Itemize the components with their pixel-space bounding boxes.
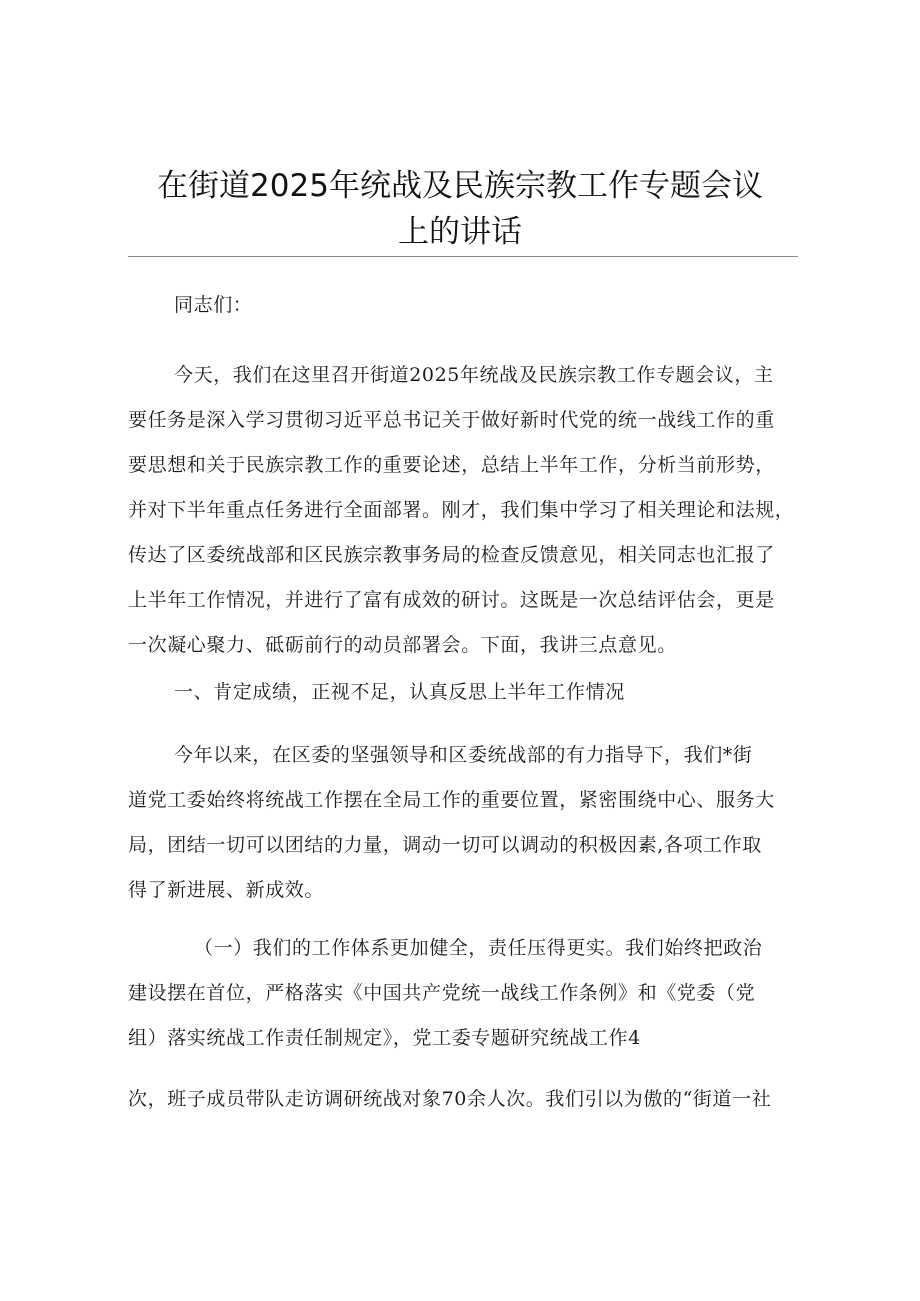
paragraph-line: 得了新进展、新成效。: [128, 879, 325, 901]
paragraph-continuation: [128, 1077, 800, 1122]
salutation: [128, 283, 800, 328]
paragraph-line: 上半年工作情况，并进行了富有成效的研讨。这既是一次总结评估会，更是: [128, 589, 775, 611]
paragraph-line: 道党工委始终将统战工作摆在全局工作的重要位置，紧密围绕中心、服务大: [128, 789, 775, 811]
paragraph-line: （一）我们的工作体系更加健全，责任压得更实。我们始终把政治: [194, 937, 763, 959]
paragraph-line: 今天，我们在这里召开街道2025年统战及民族宗教工作专题会议，主: [174, 364, 774, 386]
paragraph-line: 今年以来，在区委的坚强领导和区委统战部的有力指导下，我们*街: [174, 744, 753, 766]
paragraph-line: 组）落实统战工作责任制规定》，党工委专题研究统战工作4: [128, 1027, 641, 1049]
section-heading-1: [128, 670, 800, 715]
document-title: [120, 163, 800, 255]
title-line-2: 上的讲话: [398, 214, 522, 250]
paragraph-line: 要思想和关于民族宗教工作的重要论述，总结上半年工作，分析当前形势，: [128, 454, 775, 476]
paragraph-line: 建设摆在首位，严格落实《中国共产党统一战线工作条例》和《党委（党: [128, 982, 756, 1004]
paragraph-achievements: [128, 733, 800, 913]
paragraph-intro: [128, 353, 800, 668]
paragraph-line: 要任务是深入学习贯彻习近平总书记关于做好新时代党的统一战线工作的重: [128, 409, 775, 431]
title-divider: [128, 256, 798, 257]
salutation-text: 同志们：: [174, 294, 253, 316]
paragraph-line: 次，班子成员带队走访调研统战对象70余人次。我们引以为傲的“街道一社: [128, 1088, 772, 1110]
title-line-1: 在街道2025年统战及民族宗教工作专题会议: [157, 168, 763, 204]
paragraph-subsection-1: [128, 926, 800, 1061]
paragraph-line: 一次凝心聚力、砥砺前行的动员部署会。下面，我讲三点意见。: [128, 634, 677, 656]
section-heading-text: 一、肯定成绩，正视不足，认真反思上半年工作情况: [174, 681, 625, 703]
paragraph-line: 并对下半年重点任务进行全面部署。刚才，我们集中学习了相关理论和法规，: [128, 499, 795, 521]
paragraph-line: 局，团结一切可以团结的力量，调动一切可以调动的积极因素,各项工作取: [128, 834, 762, 856]
paragraph-line: 传达了区委统战部和区民族宗教事务局的检查反馈意见，相关同志也汇报了: [128, 544, 775, 566]
